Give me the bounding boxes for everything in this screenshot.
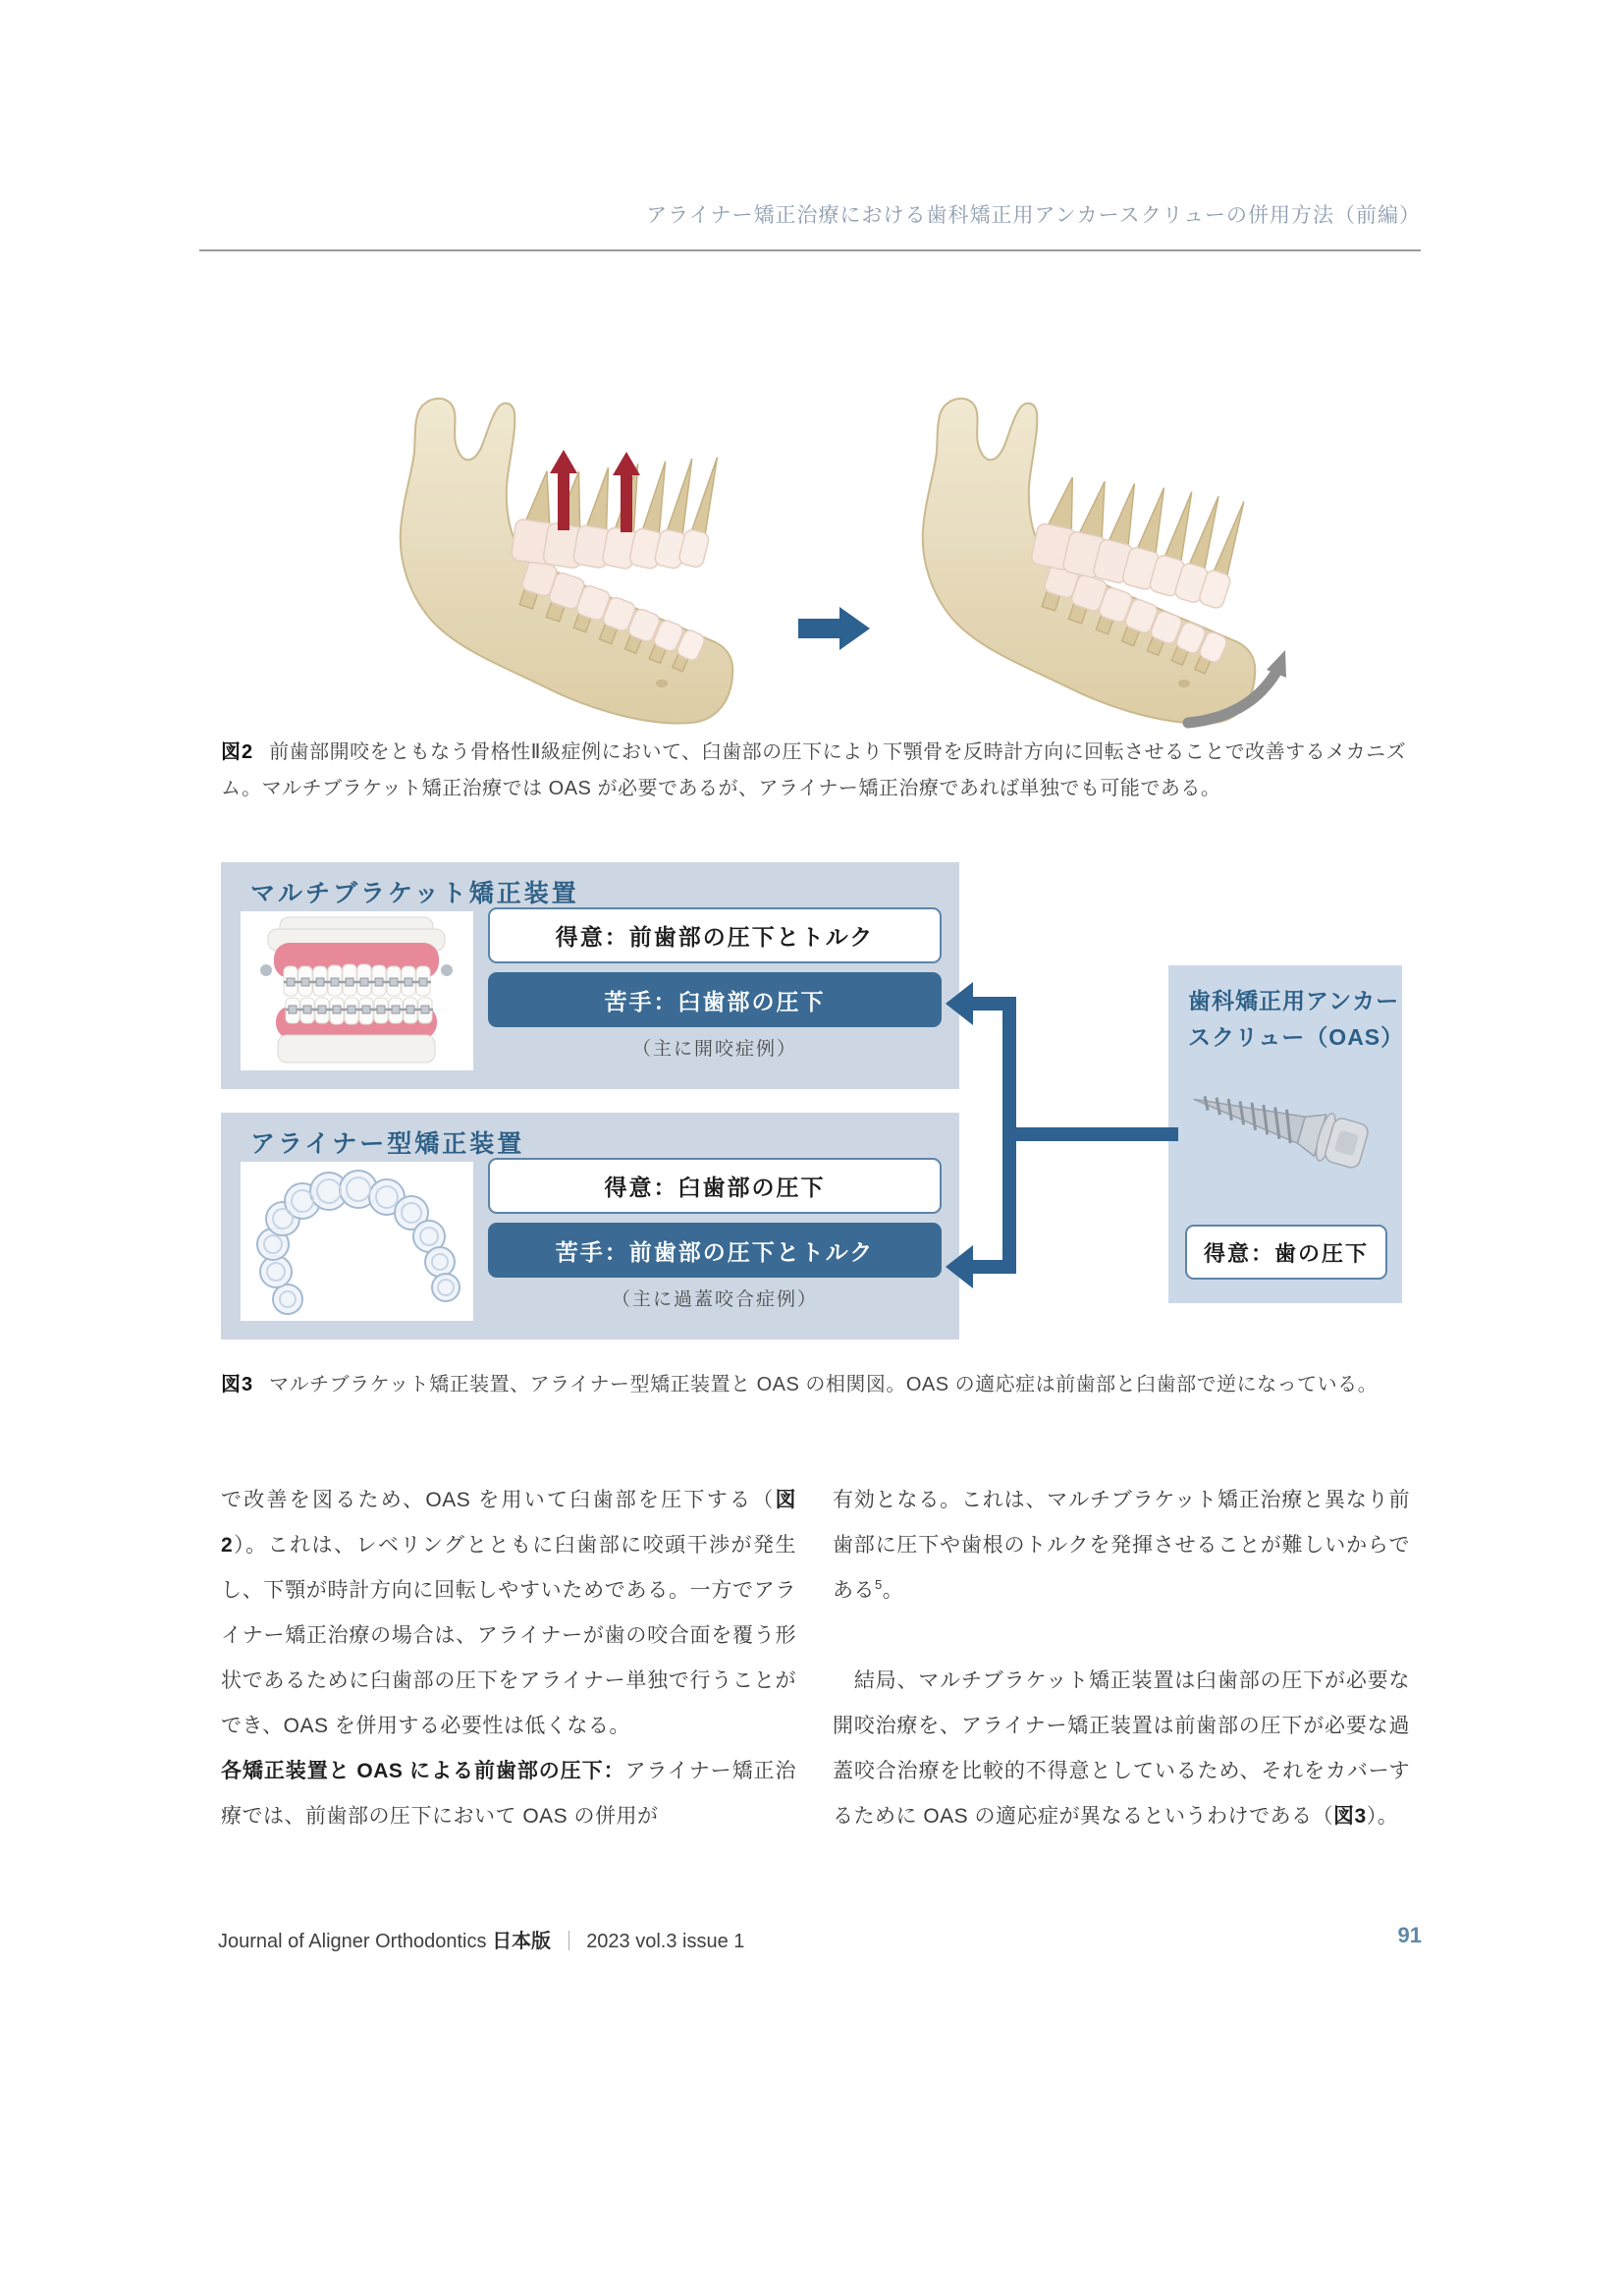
multibracket-strong-box: 得意：前歯部の圧下とトルク <box>488 907 942 963</box>
figure3-label: 図3 <box>221 1374 254 1395</box>
aligner-note: （主に過蓋咬合症例） <box>611 1289 818 1310</box>
mandible-open-bite-illustration <box>369 393 737 732</box>
panel-aligner <box>221 1113 959 1339</box>
clear-aligner-illustration <box>241 1162 473 1321</box>
panel-oas-title <box>1188 983 1405 1056</box>
page-footer <box>218 1925 1422 1953</box>
oas-title-line2: スクリュー（OAS） <box>1188 1024 1405 1050</box>
blue-right-arrow-icon <box>798 607 870 650</box>
footer-divider <box>568 1931 569 1950</box>
mandible-closed-bite-illustration <box>884 393 1287 732</box>
body-column-right <box>833 1478 1410 1839</box>
mental-foramen <box>656 680 668 687</box>
aligner-weak-box: 苦手：前歯部の圧下とトルク <box>488 1223 942 1278</box>
multibracket-note: （主に開咬症例） <box>631 1039 797 1060</box>
braces-model-illustration <box>241 911 473 1070</box>
running-head: アライナー矯正治療における歯科矯正用アンカースクリューの併用方法（前編） <box>646 204 1421 227</box>
aligner-strong-box: 得意：臼歯部の圧下 <box>488 1158 942 1214</box>
figure3-caption-text: マルチブラケット矯正装置、アライナー型矯正装置と OAS の相関図。OAS の適応症は前歯部と臼歯部で逆になっている。 <box>269 1374 1379 1395</box>
aligner-photo <box>241 1162 473 1321</box>
braces-model-photo <box>241 911 473 1070</box>
paragraph: で改善を図るため、OAS を用いて臼歯部を圧下する（図2）。これは、レベリングとともに臼歯部に咬頭干渉が発生し、下顎が時計方向に回転しやすいためである。一方でアライナー矯正治療の場合は、アライナーが歯の咬合面を覆う形状であるために臼歯部の圧下をアライナー単独で行うことができ、OAS を併用する必要性は低くなる。 <box>221 1489 796 1737</box>
anchor-screw-photo <box>1182 1064 1388 1187</box>
paragraph: 各矯正装置と OAS による前歯部の圧下：アライナー矯正治療では、前歯部の圧下において OAS の併用が <box>221 1760 796 1828</box>
oas-title-line1: 歯科矯正用アンカー <box>1188 988 1400 1013</box>
figure2-caption-text: 前歯部開咬をともなう骨格性Ⅱ級症例において、臼歯部の圧下により下顎骨を反時計方向に回転させることで改善するメカニズム。マルチブラケット矯正治療では OAS が必要であるが、アライナー矯正治療であれば単独でも可能である。 <box>221 741 1407 799</box>
multibracket-weak-box: 苦手：臼歯部の圧下 <box>488 972 942 1027</box>
body-column-left <box>221 1478 796 1839</box>
page-number: 91 <box>1397 1923 1422 1947</box>
panel-multibracket <box>221 862 959 1089</box>
oas-connector-arrows <box>938 972 1178 1296</box>
figure2-caption <box>221 735 1423 807</box>
footer-edition: 日本版 <box>492 1931 552 1952</box>
figure2-label: 図2 <box>221 741 254 763</box>
figure3-caption <box>221 1367 1423 1403</box>
mental-foramen <box>1178 680 1190 687</box>
panel-aligner-title: アライナー型矯正装置 <box>250 1130 525 1158</box>
footer-issue: 2023 vol.3 issue 1 <box>586 1931 745 1952</box>
header-rule <box>199 249 1421 251</box>
footer-journal: Journal of Aligner Orthodontics <box>218 1931 487 1952</box>
panel-multibracket-title: マルチブラケット矯正装置 <box>250 880 579 907</box>
paragraph: 有効となる。これは、マルチブラケット矯正治療と異なり前歯部に圧下や歯根のトルクを発揮させることが難しいからである$^5$。 <box>833 1489 1410 1602</box>
oas-strong-box: 得意：歯の圧下 <box>1185 1225 1387 1280</box>
panel-oas <box>1168 965 1405 1303</box>
figure2-illustration <box>369 393 1287 737</box>
paragraph: 結局、マルチブラケット矯正装置は臼歯部の圧下が必要な開咬治療を、アライナー矯正装置は前歯部の圧下が必要な過蓋咬合治療を比較的不得意としているため、それをカバーするために OAS の適応症が異なるというわけである（図3）。 <box>833 1669 1410 1828</box>
anchor-screw-illustration <box>1182 1064 1388 1187</box>
